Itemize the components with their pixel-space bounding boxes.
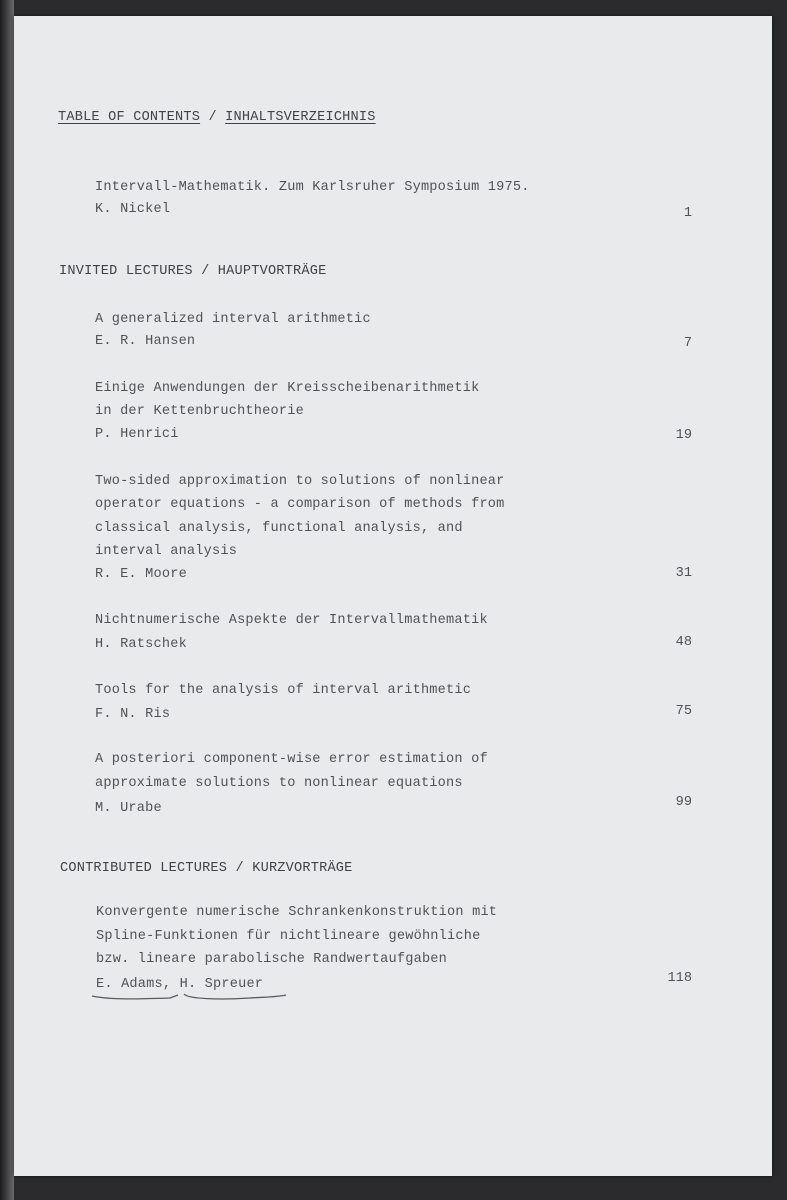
entry-page-number: 48: [675, 635, 692, 650]
author-adams: E. Adams: [96, 977, 163, 992]
entry-authors: [96, 977, 263, 992]
entry-author: R. E. Moore: [95, 567, 187, 582]
author-spreuer: H. Spreuer: [179, 977, 264, 992]
toc-heading-en: TABLE OF CONTENTS: [58, 110, 201, 125]
entry-page-number: 118: [667, 971, 692, 986]
invited-heading: INVITED LECTURES / HAUPTVORTRÄGE: [59, 264, 327, 279]
entry-page-number: 31: [675, 566, 692, 581]
intro-title: Intervall-Mathematik. Zum Karlsruher Symposium 1975.: [95, 180, 530, 195]
toc-heading-separator: /: [200, 110, 226, 125]
entry-page-number: 7: [683, 336, 692, 351]
intro-author: K. Nickel: [95, 202, 171, 217]
entry-author: M. Urabe: [95, 801, 162, 816]
entry-title-line: Einige Anwendungen der Kreisscheibenarithmetik: [95, 381, 480, 396]
entry-page-number: 19: [675, 428, 692, 443]
entry-author: E. R. Hansen: [95, 334, 196, 349]
entry-title-line: approximate solutions to nonlinear equations: [95, 776, 463, 791]
toc-heading: [58, 110, 376, 125]
entry-title-line: interval analysis: [95, 544, 238, 559]
entry-page-number: 99: [675, 795, 692, 810]
entry-title-line: Two-sided approximation to solutions of nonlinear: [95, 474, 505, 489]
author-separator: ,: [162, 977, 180, 992]
entry-title-line: A generalized interval arithmetic: [95, 312, 371, 327]
entry-title-line: classical analysis, functional analysis, and: [95, 521, 463, 536]
entry-page-number: 75: [675, 704, 692, 719]
entry-title-line: bzw. lineare parabolische Randwertaufgaben: [96, 952, 448, 967]
toc-heading-de: INHALTSVERZEICHNIS: [225, 110, 376, 125]
contributed-heading: CONTRIBUTED LECTURES / KURZVORTRÄGE: [60, 861, 353, 876]
entry-title-line: Tools for the analysis of interval arithmetic: [95, 683, 472, 698]
entry-author: P. Henrici: [95, 427, 179, 442]
entry-title-line: A posteriori component-wise error estimation of: [95, 752, 488, 767]
entry-title-line: in der Kettenbruchtheorie: [95, 404, 304, 419]
entry-author: H. Ratschek: [95, 637, 187, 652]
book-spine: [0, 0, 14, 1200]
entry-title-line: Nichtnumerische Aspekte der Intervallmathematik: [95, 613, 488, 628]
entry-title-line: operator equations - a comparison of methods from: [95, 497, 505, 512]
pencil-underline-mark: [90, 991, 290, 1005]
document-page: [14, 16, 772, 1176]
entry-title-line: Spline-Funktionen für nichtlineare gewöhnliche: [96, 929, 481, 944]
intro-page-number: 1: [683, 206, 692, 221]
entry-title-line: Konvergente numerische Schrankenkonstruktion mit: [96, 905, 498, 920]
entry-author: F. N. Ris: [95, 707, 171, 722]
